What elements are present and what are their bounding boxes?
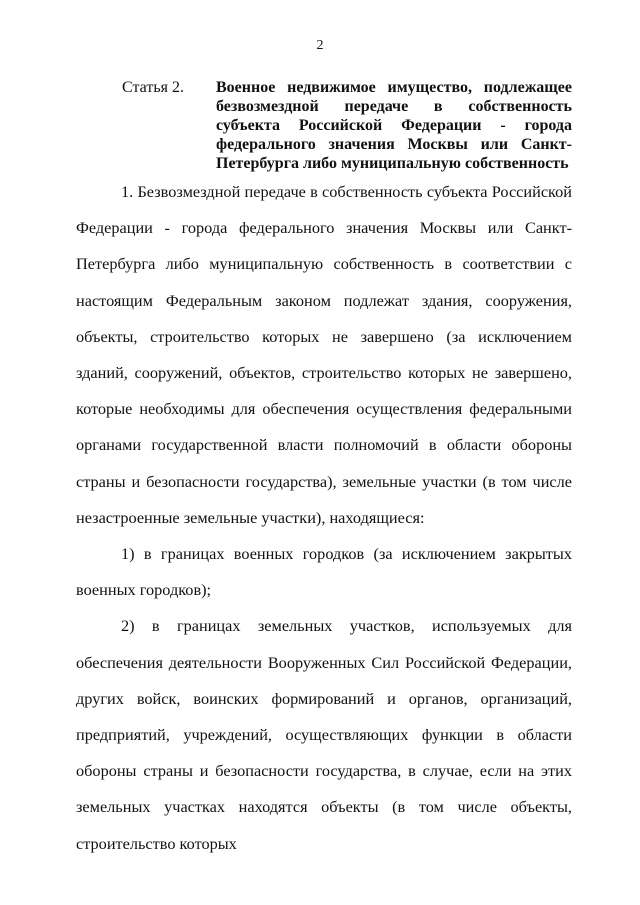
article-title: Военное недвижимое имущество, подлежащее безвозмездной передаче в собственность субъекта Российской Федерации - города федерального значения Москвы или Санкт-Петербурга либо муниципальную собственность bbox=[216, 79, 572, 172]
paragraph-1: 1. Безвозмездной передаче в собственность субъекта Российской Федерации - города федерального значения Москвы или Санкт-Петербурга либо муниципальную собственность в соответствии с настоящим Федеральным законом подлежат здания, сооружения, объекты, строительство которых не завершено (за исключением зданий, сооружений, объектов, строительство которых не завершено, которые необходимы для обеспечения осуществления федеральными органами государственной власти полномочий в области обороны страны и безопасности государства), земельные участки (в том числе незастроенные земельные участки), находящиеся: bbox=[76, 182, 572, 527]
article-label: Статья 2. bbox=[122, 79, 184, 96]
paragraph-item-1: 1) в границах военных городков (за исключением закрытых военных городков); bbox=[76, 544, 572, 600]
article-body bbox=[76, 174, 572, 862]
paragraph-item-2: 2) в границах земельных участков, используемых для обеспечения деятельности Вооруженных Сил Российской Федерации, других войск, воинских формирований и органов, организаций, предприятий, учреждений, осуществляющих функции в области обороны страны и безопасности государства, в случае, если на этих земельных участках находятся объекты (в том числе объекты, строительство которых bbox=[76, 616, 572, 853]
page-number: 2 bbox=[316, 38, 324, 53]
article-heading bbox=[122, 78, 572, 173]
